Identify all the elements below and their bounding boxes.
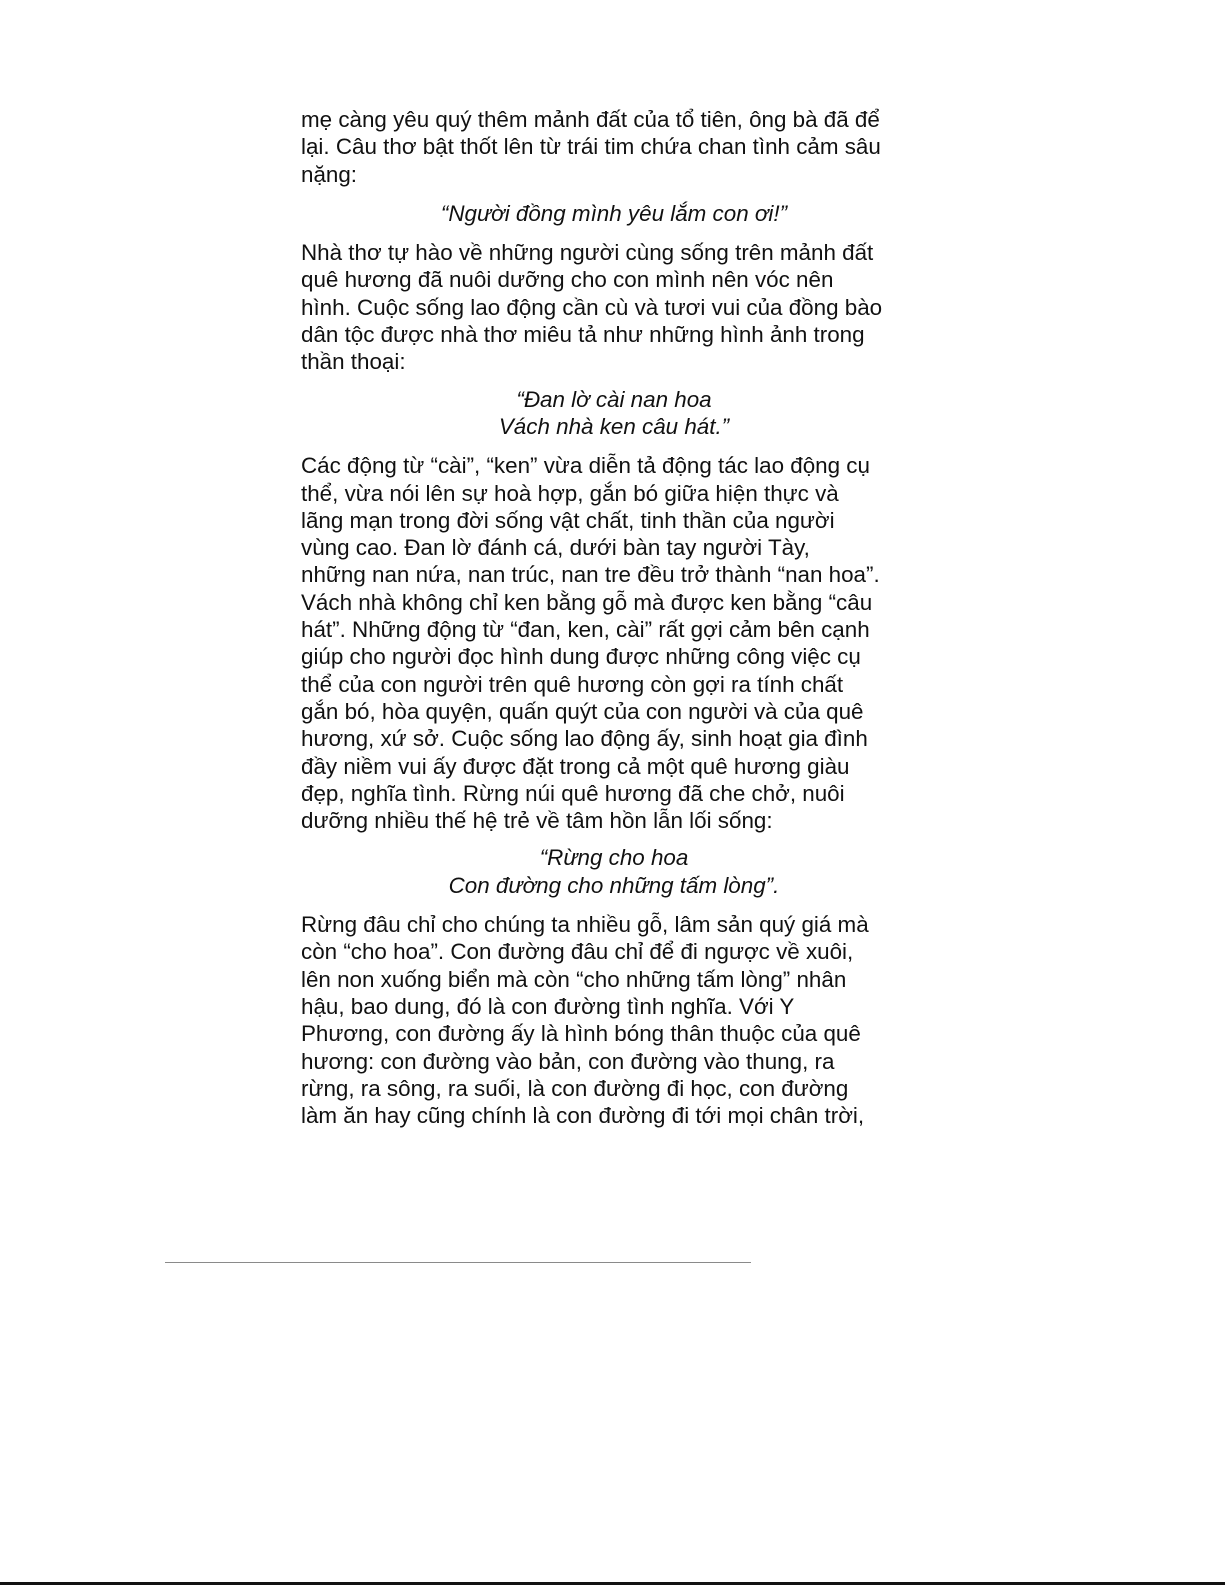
paragraph-4: Rừng đâu chỉ cho chúng ta nhiều gỗ, lâm sản quý giá mà còn “cho hoa”. Con đường đâu chỉ để đi ngược về xuôi, lên non xuống biển mà còn “cho những tấm lòng” nhân hậu, bao dung, đó là con đường tình nghĩa. Với Y Phương, con đường ấy là hình bóng thân thuộc của quê hương: con đường vào bản, con đường vào thung, ra rừng, ra sông, ra suối, là con đường đi học, con đường làm ăn hay cũng chính là con đường đi tới mọi chân trời,: [301, 912, 869, 1129]
quote-2: “Đan lờ cài nan hoa Vách nhà ken câu hát.”: [498, 386, 730, 439]
quote-3: “Rừng cho hoa Con đường cho những tấm lòng”.: [448, 845, 780, 898]
paragraph-2: Nhà thơ tự hào về những người cùng sống trên mảnh đất quê hương đã nuôi dưỡng cho con mình nên vóc nên hình. Cuộc sống lao động cần cù và tươi vui của đồng bào dân tộc được nhà thơ miêu tả như những hình ảnh trong thần thoại:: [301, 240, 883, 375]
quote-1: “Người đồng mình yêu lắm con ơi!”: [440, 200, 788, 226]
paragraph-3: Các động từ “cài”, “ken” vừa diễn tả động tác lao động cụ thể, vừa nói lên sự hoà hợp, gắn bó giữa hiện thực và lãng mạn trong đời sống vật chất, tinh thần của người vùng cao. Đan lờ đánh cá, dưới bàn tay người Tày, những nan nứa, nan trúc, nan tre đều trở thành “nan hoa”. Vách nhà không chỉ ken bằng gỗ mà được ken bằng “câu hát”. Những động từ “đan, ken, cài” rất gợi cảm bên cạnh giúp cho người đọc hình dung được những công việc cụ thể của con người trên quê hương còn gợi ra tính chất gắn bó, hòa quyện, quấn quýt của con người và của quê hương, xứ sở. Cuộc sống lao động ấy, sinh hoạt gia đình đầy niềm vui ấy được đặt trong cả một quê hương giàu đẹp, nghĩa tình. Rừng núi quê hương đã che chở, nuôi dưỡng nhiều thế hệ trẻ về tâm hồn lẫn lối sống:: [301, 453, 880, 834]
page-body: [301, 106, 927, 1129]
paragraph-1: mẹ càng yêu quý thêm mảnh đất của tổ tiên, ông bà đã để lại. Câu thơ bật thốt lên từ trái tim chứa chan tình cảm sâu nặng:: [301, 107, 881, 187]
footer-divider: [165, 1262, 751, 1263]
